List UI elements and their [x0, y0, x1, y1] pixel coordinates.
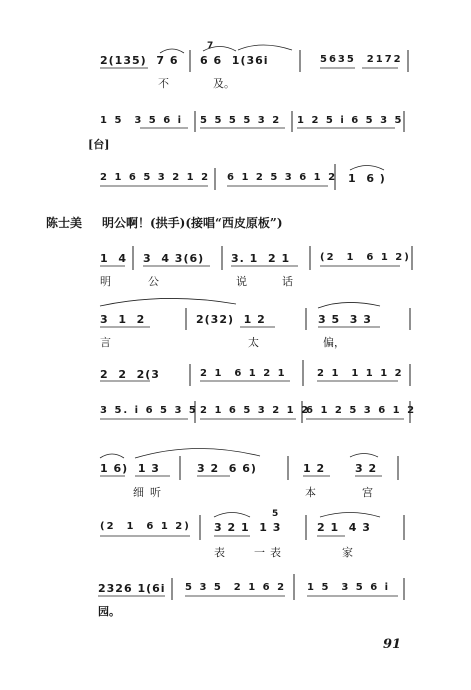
row9-measure2: 3 2 1 1 3 — [214, 521, 282, 534]
row6-measure3: 2 1 1 1 1 2 — [317, 368, 404, 379]
row8-measure2: 3 2 6 6) — [197, 462, 257, 475]
row5-measure2: 2(32) 1 2 — [196, 313, 266, 326]
row8-measure3: 1 2 — [303, 462, 326, 475]
row1-measure1: 2(135) 7 6 — [100, 54, 179, 67]
row9-grace-note: 5 — [272, 509, 280, 519]
row9-measure1: (2 1 6 1 2) — [100, 521, 191, 532]
slur — [100, 454, 124, 458]
row4-measure1: 1 4 — [100, 252, 127, 265]
row4-measure2: 3 4 3(6) — [143, 252, 205, 265]
row9-lyric-3: 表 — [270, 546, 281, 559]
row1-measure3: 5635 2172 — [320, 54, 403, 65]
row10-lyric-1: 园。 — [98, 605, 120, 618]
row7-measure2: 2 1 6 5 3 2 1 2 — [200, 405, 311, 416]
row8-lyric-2: 听 — [150, 486, 161, 499]
row1-measure2: 6 6 1(36i — [200, 54, 269, 67]
slur — [350, 454, 378, 458]
row3-measure1: 2 1 6 5 3 2 1 2 — [100, 172, 211, 183]
slur — [214, 513, 250, 518]
slur — [100, 298, 236, 306]
slur — [160, 49, 184, 53]
row4-measure4: (2 1 6 1 2) — [320, 252, 411, 263]
row5-measure3: 3 5 3 3 — [318, 313, 372, 326]
row5-lyric-1: 言 — [100, 336, 111, 349]
slur — [350, 166, 384, 171]
row9-lyric-4: 家 — [342, 546, 353, 559]
row4-measure3: 3. 1 2 1 — [231, 252, 291, 265]
row10-measure2: 5 3 5 2 1 6 2 — [185, 582, 287, 593]
row10-measure1: 2326 1(6i — [98, 582, 166, 595]
stage-cue: [台] — [88, 138, 110, 151]
row8-lyric-4: 宫 — [362, 486, 373, 499]
slur — [135, 448, 260, 458]
row1-grace-note: 7 — [207, 41, 215, 51]
slur — [203, 47, 236, 52]
row5-measure1: 3 1 2 — [100, 313, 146, 326]
slur — [320, 513, 380, 518]
speaker-name: 陈士美 — [46, 216, 83, 230]
row10-measure3: 1 5 3 5 6 i — [307, 582, 391, 593]
row6-measure1: 2 2 2(3 — [100, 368, 160, 381]
slur — [318, 302, 380, 308]
row9-lyric-1: 表 — [214, 546, 225, 559]
row8-measure1: 1 6) 1 3 — [100, 462, 160, 475]
row3-measure3: 1 6 ) — [348, 172, 386, 185]
row5-lyric-2: 太 — [248, 336, 259, 349]
row9-measure3: 2 1 4 3 — [317, 521, 371, 534]
row7-measure3: 6 1 2 5 3 6 1 2 — [306, 405, 417, 416]
row4-lyric-3: 说 — [236, 275, 247, 288]
row8-measure4: 3 2 — [355, 462, 378, 475]
row9-lyric-2: 一 — [254, 546, 265, 559]
row6-measure2: 2 1 6 1 2 1 — [200, 368, 287, 379]
page-number: 91 — [383, 637, 402, 652]
row4-lyric-4: 话 — [282, 275, 293, 288]
row4-lyric-2: 公 — [148, 275, 159, 288]
row8-lyric-1: 细 — [133, 486, 144, 499]
slur — [238, 45, 292, 50]
row7-measure1: 3 5. i 6 5 3 5 — [100, 405, 198, 416]
row2-measure2: 5 5 5 5 3 2 — [200, 115, 282, 126]
row1-lyric-1: 不 — [158, 77, 169, 90]
row2-measure3: 1 2 5 i 6 5 3 5 — [297, 115, 404, 126]
row4-lyric-1: 明 — [100, 275, 111, 288]
spoken-line: 明公啊！(拱手)(接唱“西皮原板”) — [102, 216, 283, 230]
row8-lyric-3: 本 — [305, 486, 316, 499]
row3-measure2: 6 1 2 5 3 6 1 2 — [227, 172, 338, 183]
row2-measure1: 1 5 3 5 6 i — [100, 115, 184, 126]
row5-lyric-3: 偏， — [323, 336, 345, 349]
row1-lyric-2: 及。 — [213, 77, 235, 90]
